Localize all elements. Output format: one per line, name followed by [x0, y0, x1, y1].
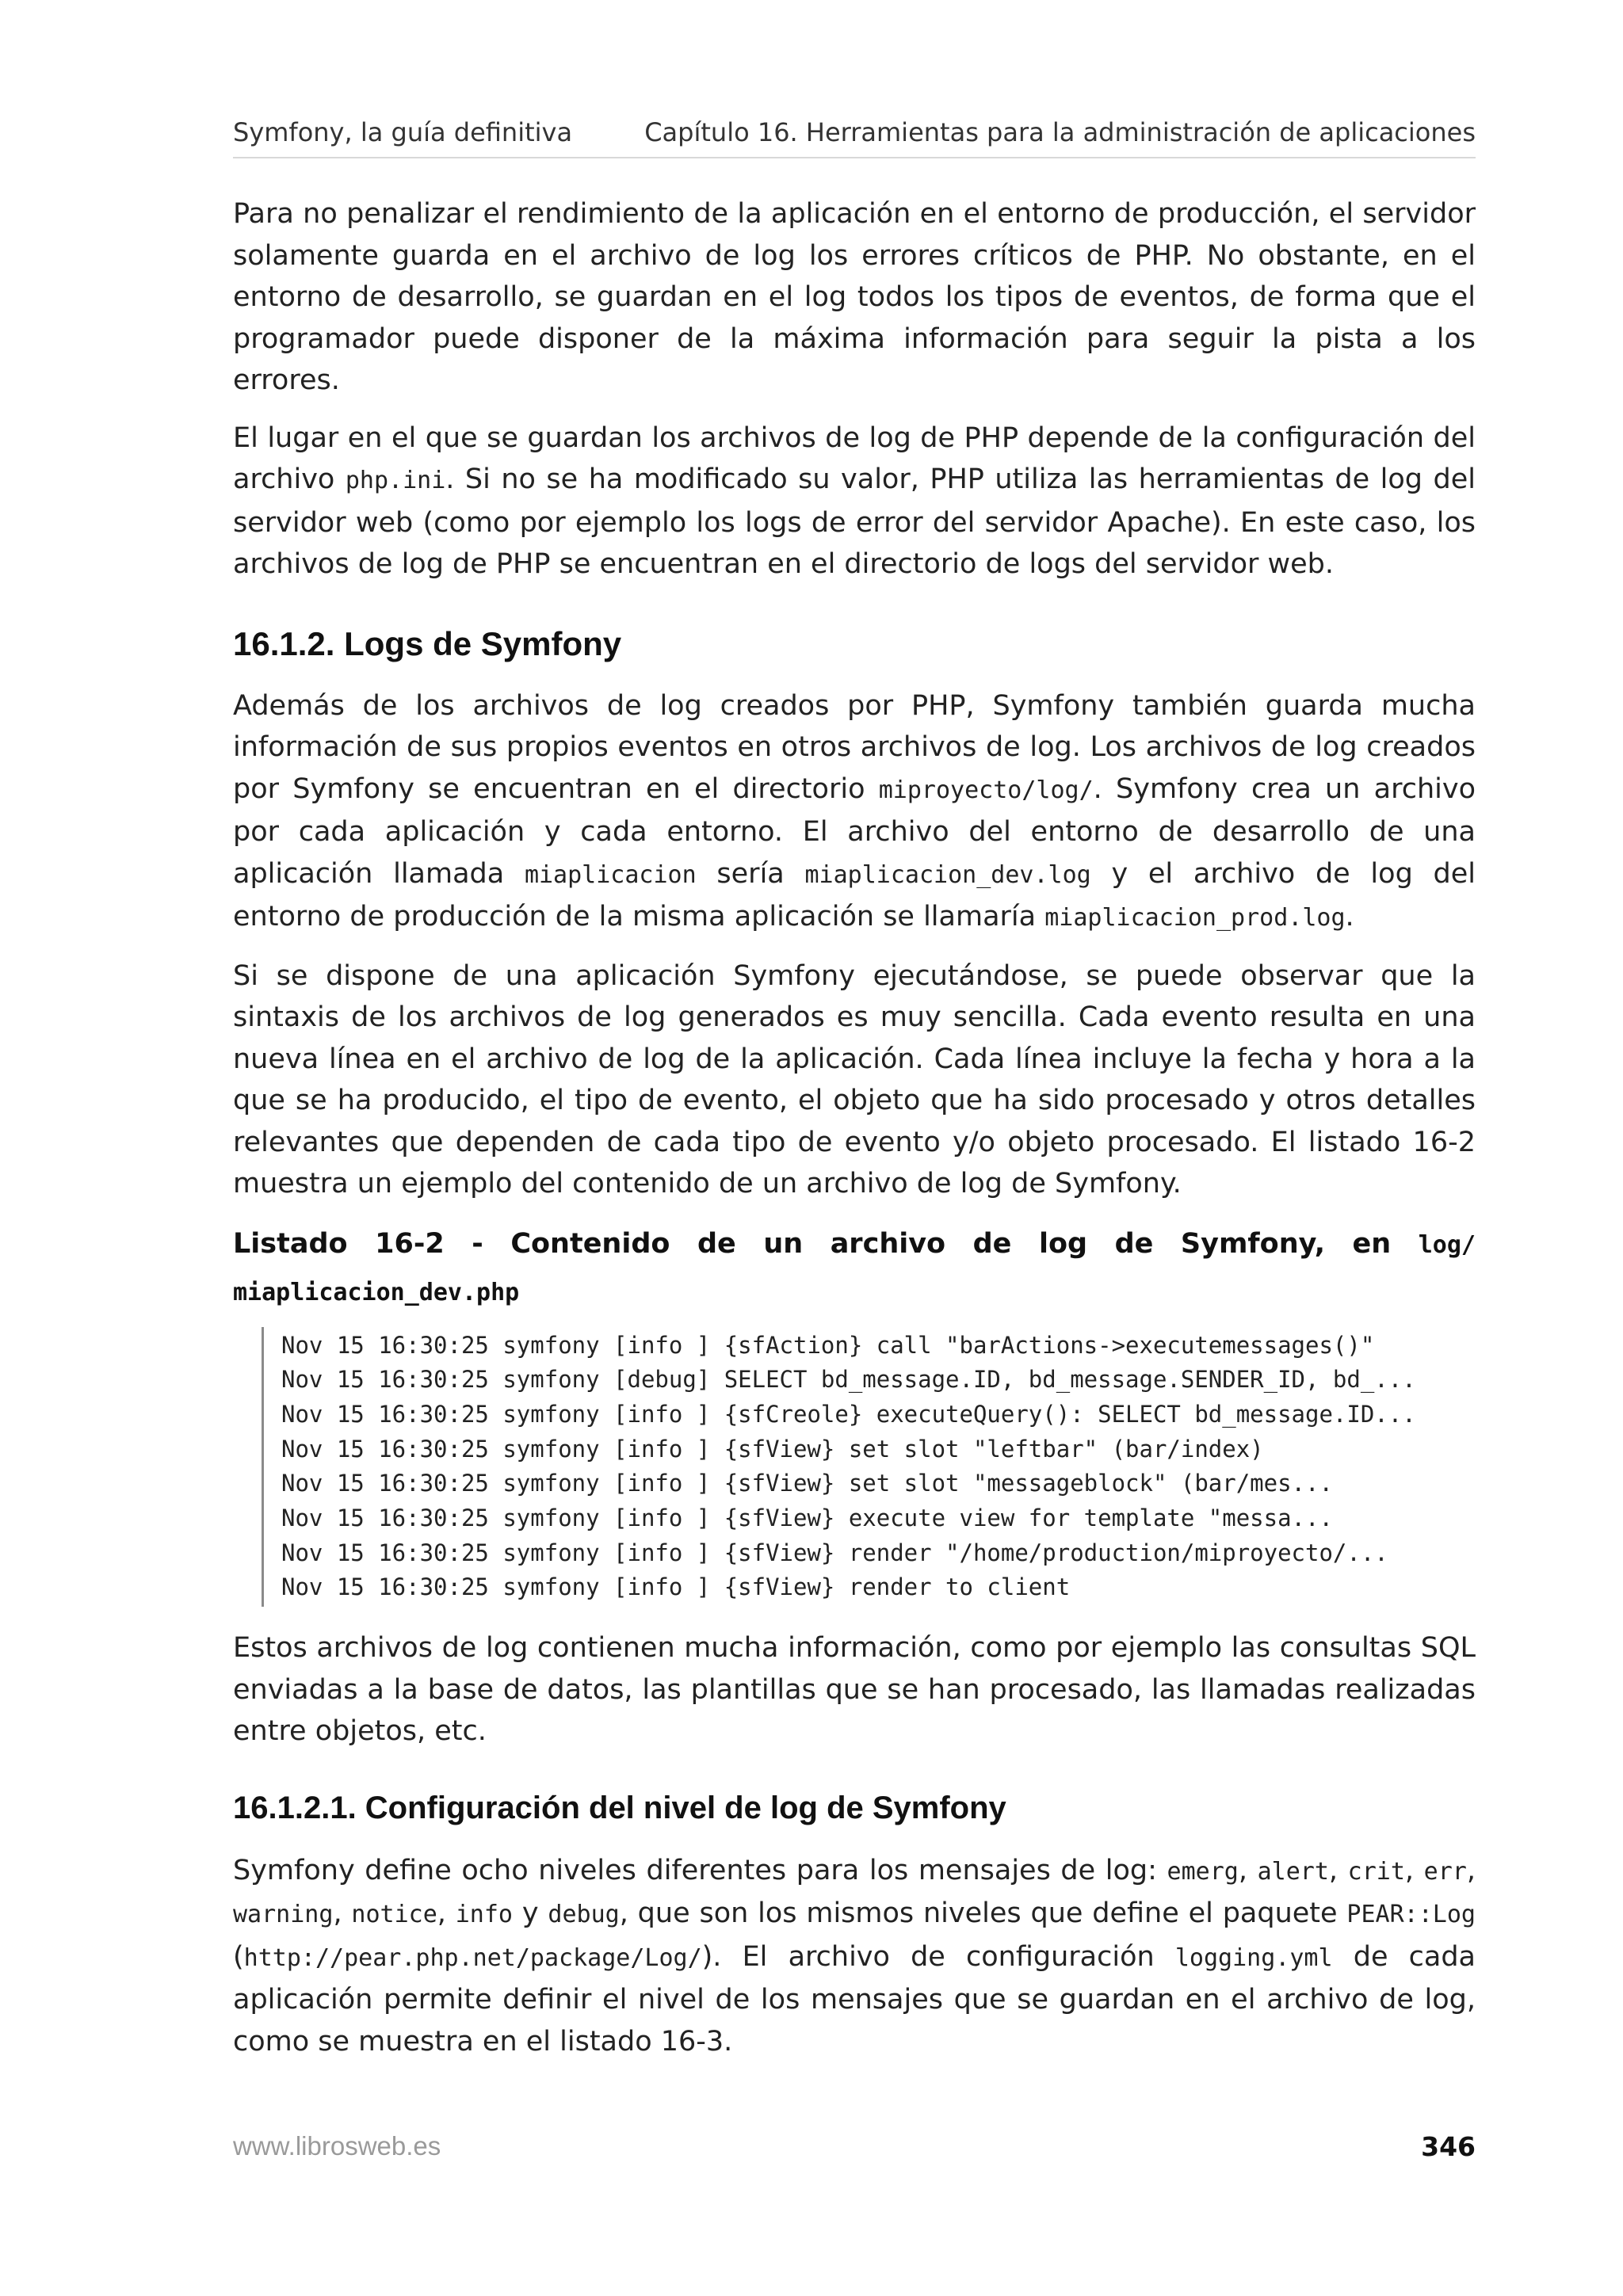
inline-code-log-dir: miproyecto/log/ — [878, 776, 1094, 804]
text-run: . Si no se ha modificado su valor, PHP utiliza las herramientas de log del servidor web (como por ejemplo los logs de error del servidor Apache). En este caso, los archivos de log de PHP se encuentran en el directorio de logs del servidor web. — [233, 463, 1476, 580]
code-line: Nov 15 16:30:25 symfony [info ] {sfView} set slot "messageblock" (bar/mes... — [281, 1470, 1333, 1497]
paragraph-log-levels — [233, 1850, 1476, 2063]
inline-code-level: alert — [1257, 1857, 1329, 1886]
inline-code-level: warning — [233, 1901, 334, 1929]
text-run: y — [513, 1897, 548, 1930]
inline-code-app-name: miaplicacion — [524, 860, 697, 889]
inline-code-dev-log: miaplicacion_dev.log — [804, 860, 1091, 889]
inline-code-level: emerg — [1167, 1857, 1239, 1886]
section-heading-symfony-logs: 16.1.2. Logs de Symfony — [233, 624, 622, 662]
text-run: , que son los mismos niveles que define el paquete — [619, 1897, 1347, 1930]
inline-code-level: crit — [1347, 1857, 1405, 1886]
code-line: Nov 15 16:30:25 symfony [info ] {sfView} render to client — [281, 1573, 1071, 1601]
paragraph-php-log-location — [233, 418, 1476, 585]
inline-code-level: notice — [351, 1901, 437, 1929]
subsection-heading-log-level-config: 16.1.2.1. Configuración del nivel de log de Symfony — [233, 1790, 1006, 1825]
code-line: Nov 15 16:30:25 symfony [info ] {sfAction} call "barActions->executemessages()" — [281, 1331, 1375, 1359]
paragraph-php-log-levels: Para no penalizar el rendimiento de la aplicación en el entorno de producción, el servidor solamente guarda en el archivo de log los errores críticos de PHP. No obstante, en el entorno de desarrollo, se guardan en el log todos los tipos de eventos, de forma que el programador puede disponer de la máxima información para seguir la pista a los errores. — [233, 198, 1476, 396]
inline-code-php-ini: php.ini — [345, 467, 446, 494]
page-number: 346 — [1421, 2131, 1476, 2162]
text-run: Symfony define ocho niveles diferentes para los mensajes de log: — [233, 1854, 1167, 1886]
text-run: . Symfony crea un archivo por cada aplicación y cada entorno. El archivo del entorno de desarrollo de una aplicación llamada — [233, 772, 1476, 890]
inline-code-level: info — [455, 1901, 513, 1929]
text-run: , — [1328, 1854, 1348, 1886]
text-run: , — [437, 1897, 456, 1930]
paragraph-log-syntax: Si se dispone de una aplicación Symfony ejecutándose, se puede observar que la sintaxis de los archivos de log generados es muy sencilla. Cada evento resulta en una nueva línea en el archivo de log de la aplicación. Cada línea incluye la fecha y hora a la que se ha producido, el tipo de evento, el objeto que ha sido procesado y otros detalles relevantes que dependen de cada tipo de evento y/o objeto procesado. El listado 16-2 muestra un ejemplo del contenido de un archivo de log de Symfony. — [233, 959, 1476, 1199]
code-line: Nov 15 16:30:25 symfony [info ] {sfView} render "/home/production/miproyecto/... — [281, 1539, 1388, 1566]
listing-caption-code: log/ miaplicacion_dev.php — [233, 1230, 1476, 1306]
text-run: de cada aplicación permite definir el nivel de los mensajes que se guardan en el archivo de log, como se muestra en el listado 16-3. — [233, 1940, 1476, 2058]
inline-code-prod-log: miaplicacion_prod.log — [1044, 904, 1346, 932]
chapter-title: Capítulo 16. Herramientas para la administración de aplicaciones — [644, 117, 1476, 147]
inline-code-pear-url: http://pear.php.net/package/Log/ — [243, 1943, 702, 1972]
code-line: Nov 15 16:30:25 symfony [info ] {sfView} execute view for template "messa... — [281, 1505, 1333, 1532]
code-line: Nov 15 16:30:25 symfony [info ] {sfCreole} executeQuery(): SELECT bd_message.ID... — [281, 1400, 1416, 1428]
inline-code-level: debug — [548, 1901, 620, 1929]
code-line: Nov 15 16:30:25 symfony [debug] SELECT bd_message.ID, bd_message.SENDER_ID, bd_... — [281, 1366, 1416, 1394]
footer-site-link[interactable]: www.librosweb.es — [233, 2131, 441, 2161]
text-run: , — [1466, 1854, 1476, 1886]
text-run: ( — [233, 1940, 244, 1973]
text-run: ). El archivo de configuración — [701, 1940, 1175, 1973]
inline-code-logging-yml: logging.yml — [1174, 1943, 1333, 1972]
text-run: El lugar en el que se guardan los archivos de log de PHP depende de la configuración del archivo — [233, 421, 1476, 495]
text-run: , — [1404, 1854, 1424, 1886]
paragraph-symfony-log-files — [233, 685, 1476, 940]
page-content — [233, 193, 1476, 2078]
book-title: Symfony, la guía definitiva — [233, 117, 573, 147]
inline-code-pear-log: PEAR::Log — [1346, 1901, 1476, 1929]
text-run: , — [1238, 1854, 1258, 1886]
code-listing — [262, 1327, 1476, 1608]
text-run: sería — [696, 857, 805, 890]
listing-caption — [233, 1221, 1476, 1316]
text-run: . — [1345, 901, 1354, 933]
listing-caption-text: Listado 16-2 - Contenido de un archivo de log de Symfony, en — [233, 1227, 1419, 1260]
paragraph-log-contents: Estos archivos de log contienen mucha información, como por ejemplo las consultas SQL enviadas a la base de datos, las plantillas que se han procesado, las llamadas realizadas entre objetos, etc. — [233, 1632, 1476, 1748]
running-header — [233, 116, 1476, 158]
code-line: Nov 15 16:30:25 symfony [info ] {sfView} set slot "leftbar" (bar/index) — [281, 1435, 1264, 1463]
text-run: Además de los archivos de log creados por PHP, Symfony también guarda mucha información de sus propios eventos en otros archivos de log. Los archivos de log creados por Symfony se encuentran en el directorio — [233, 689, 1476, 805]
text-run: y el archivo de log del entorno de producción de la misma aplicación se llamaría — [233, 857, 1476, 933]
text-run: , — [333, 1897, 352, 1930]
inline-code-level: err — [1423, 1857, 1467, 1886]
